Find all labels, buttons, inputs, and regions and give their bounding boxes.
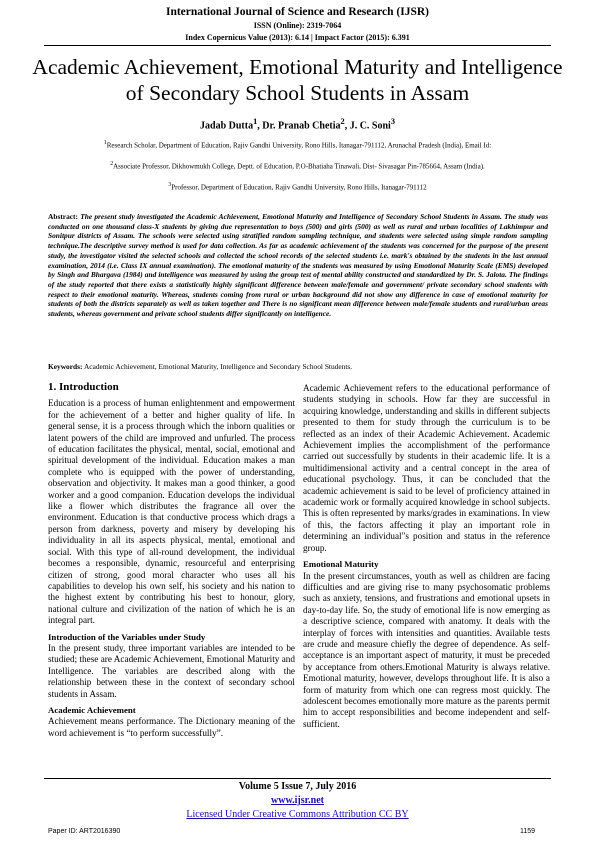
abstract bbox=[48, 212, 548, 319]
volume-line: Volume 5 Issue 7, July 2016 bbox=[238, 781, 357, 792]
paper-id: Paper ID: ART2016390 bbox=[48, 828, 121, 835]
affiliation-2 bbox=[30, 161, 565, 170]
author-separator: , bbox=[344, 120, 350, 132]
author-name: J. C. Soni bbox=[349, 120, 391, 132]
author-sup: 3 bbox=[390, 117, 395, 126]
subsection-heading-emotional-maturity: Emotional Maturity bbox=[303, 559, 379, 570]
affiliation-sup: 1 bbox=[103, 140, 107, 146]
right-column bbox=[303, 383, 550, 730]
affiliation-3 bbox=[30, 182, 565, 191]
journal-website-link[interactable]: www.ijsr.net bbox=[271, 795, 324, 806]
abstract-text: The present study investigated the Academic Achievement, Emotional Maturity and Intelligence of Secondary School Students in Assam. The study was conducted on one thousand class-X students by giving due representation to boys (500) and girls (500) as well as rural and urban localities of Lakhimpur and Sonitpur districts of Assam. The schools were selected using stratified random sampling technique, and students were selected using simple random sampling technique.The descriptive survey method is used for data collection. As far as academic achievement of the students was concerned for the purpose of the present study, the investigator visited the selected schools and collected the school records of the selected students i.e. mark's obtained by the students in the last annual examination, 2014 (i.e. Class IX annual examination). The emotional maturity of the students was measured by using Emotional Maturity Scale (EMS) developed by Singh and Bhargava (1984) and intelligence was measured by using the group test of mental ability constructed and standardized by Dr. S. Jalota. The findings of the study reported that there exists a statistically highly significant difference between male/female and government/ private secondary school students with respect to their emotional maturity. Whereas, students coming from rural or urban background did not show any difference in case of emotional maturity for students of both the districts separately as well as taken together and There is no significant mean difference between male/female students and rural/urban areas students, whereas government and private school students differ significantly on intelligence. bbox=[48, 212, 548, 319]
issn-line: ISSN (Online): 2319-7064 bbox=[253, 21, 342, 30]
author-separator: , bbox=[257, 120, 263, 132]
affiliation-1 bbox=[30, 140, 565, 149]
author-name: Dr. Pranab Chetia bbox=[262, 120, 341, 132]
affiliation-text: Professor, Department of Education, Rajiv Gandhi University, Rono Hills, Itanagar-791112 bbox=[171, 183, 427, 192]
author-name: Jadab Dutta bbox=[200, 120, 254, 132]
author-sup: 2 bbox=[340, 117, 345, 126]
paragraph: Achievement means performance. The Dictionary meaning of the word achievement is “to perform successfully”. bbox=[48, 716, 295, 738]
paragraph: Academic Achievement refers to the educational performance of students studying in schools. How far they are successful in acquiring knowledge, understanding and skills in different subjects presented to them for study through the curriculum is to be reflected as an index of their Academic Achievement. Academic Achievement implies the accomplishment of the performance carried out successfully by students in their academic life. It is a multidimensional activity and a central concept in the area of educational psychology. Thus, it can be concluded that the academic achievement is said to be level of proficiency attained in academic work or formally acquired knowledge in school subjects. This is often represented by marks/grades in examinations. In view of this, the factors affecting it play an important role in determining an individual"s position and status in the reference group. bbox=[303, 383, 550, 553]
abstract-label: Abstract: bbox=[48, 212, 78, 221]
journal-name: International Journal of Science and Research (IJSR) bbox=[165, 6, 429, 18]
section-heading-introduction: 1. Introduction bbox=[48, 381, 119, 393]
affiliation-text: Associate Professor, Dikhowmukh College, Deptt. of Education, P.O-Bhatiaha Tinawali, Dist- Sivasagar Pin-785664, Assam (India). bbox=[113, 162, 485, 171]
paragraph: In the present circumstances, youth as well as children are facing difficulties and are giving rise to many psychosomatic problems such as anxiety, tensions, and frustrations and emotional upsets in day-to-day life. So, the study of emotional life is now emerging as a descriptive science, compared with anatomy. It deals with the interplay of forces with intensities and quantities. Available tests are crude and measure chiefly the degree of dependence. As self-acceptance is an important aspect of maturity, it must be preceded by acceptance from others.Emotional Maturity is always relative. Emotional maturity, however, develops throughout life. It is also a form of maturity from which one can regress most quickly. The adolescent becomes emotionally more mature as the parents permit him to accept responsibilities and become independent and self-sufficient. bbox=[303, 570, 550, 729]
header-rule bbox=[44, 45, 551, 46]
keywords-text: Academic Achievement, Emotional Maturity, Intelligence and Secondary School Students. bbox=[83, 362, 353, 371]
keywords bbox=[48, 362, 548, 371]
left-column bbox=[48, 382, 295, 739]
page-number: 1159 bbox=[520, 828, 536, 835]
keywords-label: Keywords: bbox=[48, 362, 83, 371]
footer-rule bbox=[44, 778, 551, 779]
affiliation-text: Research Scholar, Department of Education, Rajiv Gandhi University, Rono Hills, Itanagar-791112, Arunachal Pradesh (India), Email Id: bbox=[106, 141, 492, 150]
index-line: Index Copernicus Value (2013): 6.14 | Impact Factor (2015): 6.391 bbox=[185, 33, 410, 42]
subsection-heading-variables: Introduction of the Variables under Study bbox=[48, 631, 206, 642]
author-sup: 1 bbox=[253, 117, 258, 126]
paragraph: In the present study, three important variables are intended to be studied; these are Academic Achievement, Emotional Maturity and Intelligence. The variables are described along with the relationship between these in the context of secondary school students in Assam. bbox=[48, 642, 295, 699]
license-link[interactable]: Licensed Under Creative Commons Attribution CC BY bbox=[186, 809, 409, 820]
subsection-heading-achievement: Academic Achievement bbox=[48, 704, 136, 715]
affiliation-sup: 2 bbox=[110, 161, 114, 167]
paper-title: Academic Achievement, Emotional Maturity and Intelligence of Secondary School Students in Assam bbox=[32, 55, 563, 105]
author-line bbox=[0, 117, 595, 131]
affiliation-sup: 3 bbox=[168, 182, 172, 188]
paragraph: Education is a process of human enlightenment and empowerment for the achievement of a better and higher quality of life. In general sense, it is a process through which the inborn qualities or latent powers of the child are improved and unfurled. The process of education facilitates the physical, mental, social, emotional and spiritual development of the individual. Education makes a man complete who is equipped with the power of understanding, observation and objectivity. It makes man a good thinker, a good worker and a good companion. Education develops the individual like a flower which distributes the fragrance all over the environment. Education is that conductive process which drags a person from darkness, poverty and misery by developing his individuality in all its aspects physical, mental, emotional and social. With this type of all-round development, the individual becomes a responsible, dynamic, resourceful and enterprising citizen of strong, good moral character who uses all his capabilities to develop his own self, his society and his nation to the highest extent by contributing his best to honour, glory, national culture and civilization of the nation of which he is an integral part. bbox=[48, 398, 295, 626]
